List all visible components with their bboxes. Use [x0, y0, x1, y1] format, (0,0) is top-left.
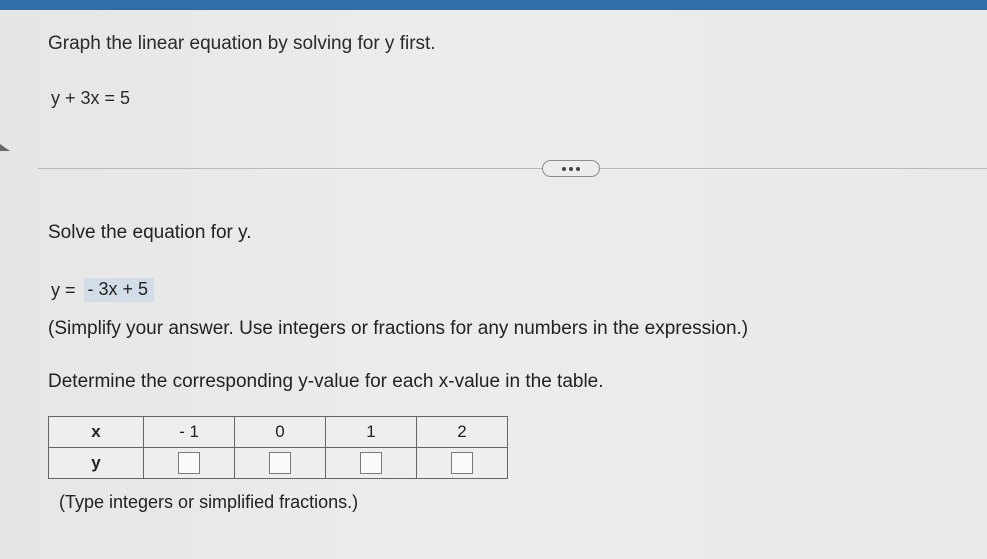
top-bar — [0, 0, 987, 10]
xy-value-table — [48, 416, 508, 479]
table-header-x: x — [49, 417, 144, 448]
question-instruction: Graph the linear equation by solving for y first. — [48, 33, 436, 54]
y-value-input[interactable] — [269, 452, 291, 474]
given-equation: y + 3x = 5 — [51, 88, 131, 108]
y-value-cell — [144, 448, 235, 479]
answer-prefix: y = — [51, 279, 76, 300]
answer-row — [51, 278, 154, 302]
y-value-input[interactable] — [360, 452, 382, 474]
y-value-input[interactable] — [451, 452, 473, 474]
y-value-cell — [417, 448, 508, 479]
section-divider — [38, 168, 987, 169]
x-value-cell: 2 — [417, 417, 508, 448]
ellipsis-icon — [569, 167, 573, 171]
x-value-cell: 1 — [326, 417, 417, 448]
table-row-y — [49, 448, 508, 479]
y-value-cell — [326, 448, 417, 479]
x-value-cell: 0 — [235, 417, 326, 448]
answer-input[interactable]: - 3x + 5 — [84, 278, 155, 302]
more-options-button[interactable] — [542, 160, 600, 177]
y-value-input[interactable] — [178, 452, 200, 474]
table-header-y: y — [49, 448, 144, 479]
answer-hint: (Simplify your answer. Use integers or fractions for any numbers in the expression.) — [48, 318, 749, 339]
y-value-cell — [235, 448, 326, 479]
collapse-arrow-icon[interactable] — [0, 144, 10, 151]
step-label: Solve the equation for y. — [48, 222, 252, 243]
ellipsis-icon — [562, 167, 566, 171]
x-value-cell: - 1 — [144, 417, 235, 448]
table-note: (Type integers or simplified fractions.) — [59, 492, 359, 512]
table-instruction: Determine the corresponding y-value for each x-value in the table. — [48, 371, 604, 392]
table-row-x — [49, 417, 508, 448]
ellipsis-icon — [576, 167, 580, 171]
